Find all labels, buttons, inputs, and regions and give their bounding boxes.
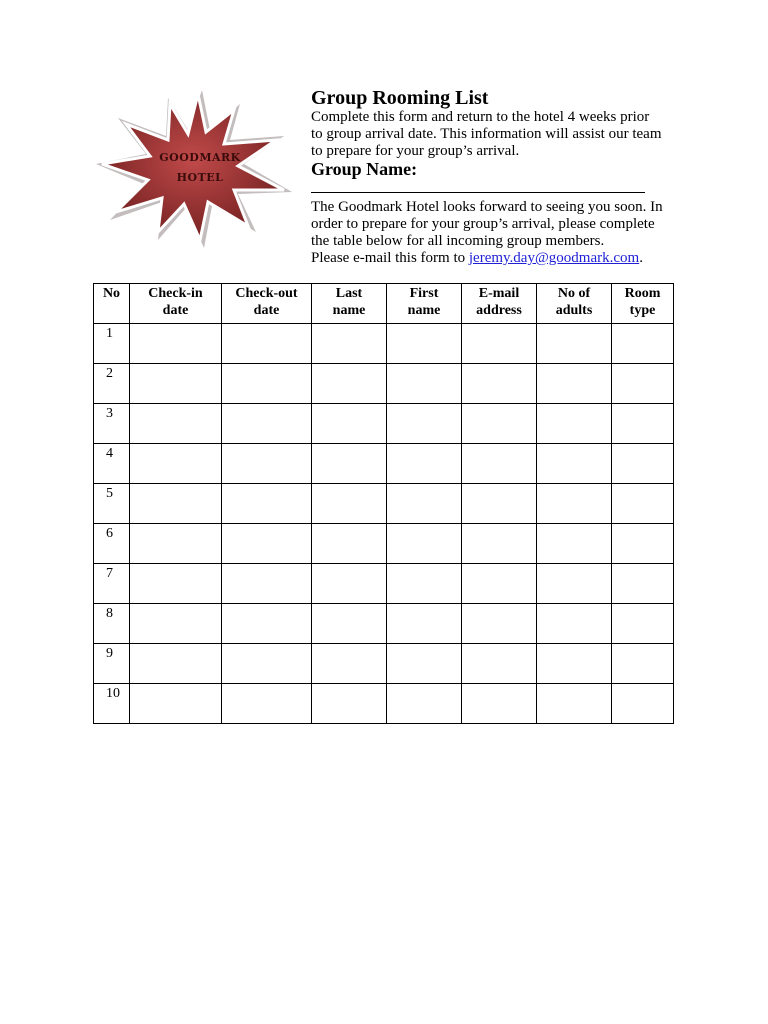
cell-last-name[interactable] bbox=[312, 644, 387, 684]
cell-last-name[interactable] bbox=[312, 484, 387, 524]
intro-line: to group arrival date. This information will assist our team bbox=[311, 126, 662, 142]
cell-email-address[interactable] bbox=[462, 604, 537, 644]
intro-line: to prepare for your group’s arrival. bbox=[311, 143, 520, 159]
cell-check-in-date[interactable] bbox=[130, 364, 222, 404]
row-number: 7 bbox=[94, 564, 130, 604]
cell-first-name[interactable] bbox=[387, 484, 462, 524]
cell-email-address[interactable] bbox=[462, 524, 537, 564]
page-title: Group Rooming List bbox=[311, 87, 489, 109]
group-name-label: Group Name: bbox=[311, 159, 418, 179]
row-number: 1 bbox=[94, 324, 130, 364]
intro-line: Complete this form and return to the hotel 4 weeks prior bbox=[311, 109, 650, 125]
cell-no-of-adults[interactable] bbox=[537, 604, 612, 644]
cell-check-out-date[interactable] bbox=[222, 524, 312, 564]
cell-email-address[interactable] bbox=[462, 364, 537, 404]
row-number: 10 bbox=[94, 684, 130, 724]
cell-room-type[interactable] bbox=[612, 444, 674, 484]
cell-check-in-date[interactable] bbox=[130, 524, 222, 564]
row-number: 2 bbox=[94, 364, 130, 404]
cell-check-out-date[interactable] bbox=[222, 324, 312, 364]
cell-last-name[interactable] bbox=[312, 444, 387, 484]
header-email-address: E-mail address bbox=[462, 284, 537, 324]
table-row bbox=[94, 404, 674, 444]
cell-email-address[interactable] bbox=[462, 324, 537, 364]
cell-room-type[interactable] bbox=[612, 564, 674, 604]
instructions-line: The Goodmark Hotel looks forward to seeing you soon. In bbox=[311, 199, 663, 215]
cell-last-name[interactable] bbox=[312, 684, 387, 724]
cell-last-name[interactable] bbox=[312, 404, 387, 444]
table-row bbox=[94, 644, 674, 684]
header-no-of-adults: No of adults bbox=[537, 284, 612, 324]
row-number: 9 bbox=[94, 644, 130, 684]
cell-no-of-adults[interactable] bbox=[537, 404, 612, 444]
cell-check-out-date[interactable] bbox=[222, 404, 312, 444]
cell-email-address[interactable] bbox=[462, 684, 537, 724]
instructions-line: the table below for all incoming group members. bbox=[311, 233, 605, 249]
email-line bbox=[311, 250, 691, 267]
cell-check-out-date[interactable] bbox=[222, 684, 312, 724]
cell-room-type[interactable] bbox=[612, 404, 674, 444]
logo-text bbox=[150, 148, 250, 188]
cell-room-type[interactable] bbox=[612, 324, 674, 364]
group-name-field[interactable] bbox=[311, 192, 645, 193]
cell-last-name[interactable] bbox=[312, 604, 387, 644]
cell-email-address[interactable] bbox=[462, 564, 537, 604]
cell-room-type[interactable] bbox=[612, 364, 674, 404]
cell-room-type[interactable] bbox=[612, 604, 674, 644]
cell-first-name[interactable] bbox=[387, 444, 462, 484]
cell-first-name[interactable] bbox=[387, 684, 462, 724]
cell-first-name[interactable] bbox=[387, 324, 462, 364]
cell-no-of-adults[interactable] bbox=[537, 524, 612, 564]
cell-last-name[interactable] bbox=[312, 364, 387, 404]
header-first-name: First name bbox=[387, 284, 462, 324]
intro-paragraph bbox=[311, 109, 691, 160]
header-no: No bbox=[94, 284, 130, 324]
cell-check-in-date[interactable] bbox=[130, 564, 222, 604]
cell-email-address[interactable] bbox=[462, 404, 537, 444]
header-room-type: Room type bbox=[612, 284, 674, 324]
header-check-in-date: Check-in date bbox=[130, 284, 222, 324]
table-row bbox=[94, 324, 674, 364]
cell-first-name[interactable] bbox=[387, 404, 462, 444]
cell-check-in-date[interactable] bbox=[130, 684, 222, 724]
cell-first-name[interactable] bbox=[387, 604, 462, 644]
instructions-line: order to prepare for your group’s arrival, please complete bbox=[311, 216, 655, 232]
cell-room-type[interactable] bbox=[612, 644, 674, 684]
table-row bbox=[94, 604, 674, 644]
cell-check-out-date[interactable] bbox=[222, 644, 312, 684]
cell-check-in-date[interactable] bbox=[130, 604, 222, 644]
cell-no-of-adults[interactable] bbox=[537, 684, 612, 724]
cell-last-name[interactable] bbox=[312, 564, 387, 604]
cell-first-name[interactable] bbox=[387, 364, 462, 404]
table-row bbox=[94, 364, 674, 404]
email-suffix: . bbox=[639, 250, 643, 266]
cell-check-in-date[interactable] bbox=[130, 444, 222, 484]
table-row bbox=[94, 684, 674, 724]
table-header-row bbox=[94, 284, 674, 324]
cell-first-name[interactable] bbox=[387, 564, 462, 604]
cell-first-name[interactable] bbox=[387, 524, 462, 564]
instructions-paragraph bbox=[311, 199, 691, 267]
cell-no-of-adults[interactable] bbox=[537, 324, 612, 364]
table-row bbox=[94, 444, 674, 484]
cell-first-name[interactable] bbox=[387, 644, 462, 684]
cell-check-out-date[interactable] bbox=[222, 444, 312, 484]
cell-check-in-date[interactable] bbox=[130, 404, 222, 444]
row-number: 5 bbox=[94, 484, 130, 524]
cell-room-type[interactable] bbox=[612, 684, 674, 724]
table-row bbox=[94, 484, 674, 524]
cell-check-in-date[interactable] bbox=[130, 644, 222, 684]
cell-last-name[interactable] bbox=[312, 524, 387, 564]
cell-room-type[interactable] bbox=[612, 524, 674, 564]
header-last-name: Last name bbox=[312, 284, 387, 324]
row-number: 3 bbox=[94, 404, 130, 444]
table-row bbox=[94, 524, 674, 564]
row-number: 8 bbox=[94, 604, 130, 644]
cell-check-in-date[interactable] bbox=[130, 484, 222, 524]
cell-email-address[interactable] bbox=[462, 444, 537, 484]
cell-no-of-adults[interactable] bbox=[537, 564, 612, 604]
cell-no-of-adults[interactable] bbox=[537, 444, 612, 484]
header-check-out-date: Check-out date bbox=[222, 284, 312, 324]
email-prefix: Please e-mail this form to bbox=[311, 250, 469, 266]
cell-no-of-adults[interactable] bbox=[537, 484, 612, 524]
cell-last-name[interactable] bbox=[312, 324, 387, 364]
row-number: 6 bbox=[94, 524, 130, 564]
table-row bbox=[94, 564, 674, 604]
cell-email-address[interactable] bbox=[462, 644, 537, 684]
cell-check-out-date[interactable] bbox=[222, 364, 312, 404]
cell-check-out-date[interactable] bbox=[222, 564, 312, 604]
cell-room-type[interactable] bbox=[612, 484, 674, 524]
row-number: 4 bbox=[94, 444, 130, 484]
logo-line-2: HOTEL bbox=[176, 171, 224, 184]
cell-no-of-adults[interactable] bbox=[537, 364, 612, 404]
email-link[interactable]: jeremy.day@goodmark.com bbox=[468, 250, 640, 266]
rooming-list-table bbox=[93, 283, 674, 724]
cell-check-in-date[interactable] bbox=[130, 324, 222, 364]
cell-no-of-adults[interactable] bbox=[537, 644, 612, 684]
cell-check-out-date[interactable] bbox=[222, 484, 312, 524]
cell-email-address[interactable] bbox=[462, 484, 537, 524]
cell-check-out-date[interactable] bbox=[222, 604, 312, 644]
logo-line-1: GOODMARK bbox=[159, 151, 241, 164]
